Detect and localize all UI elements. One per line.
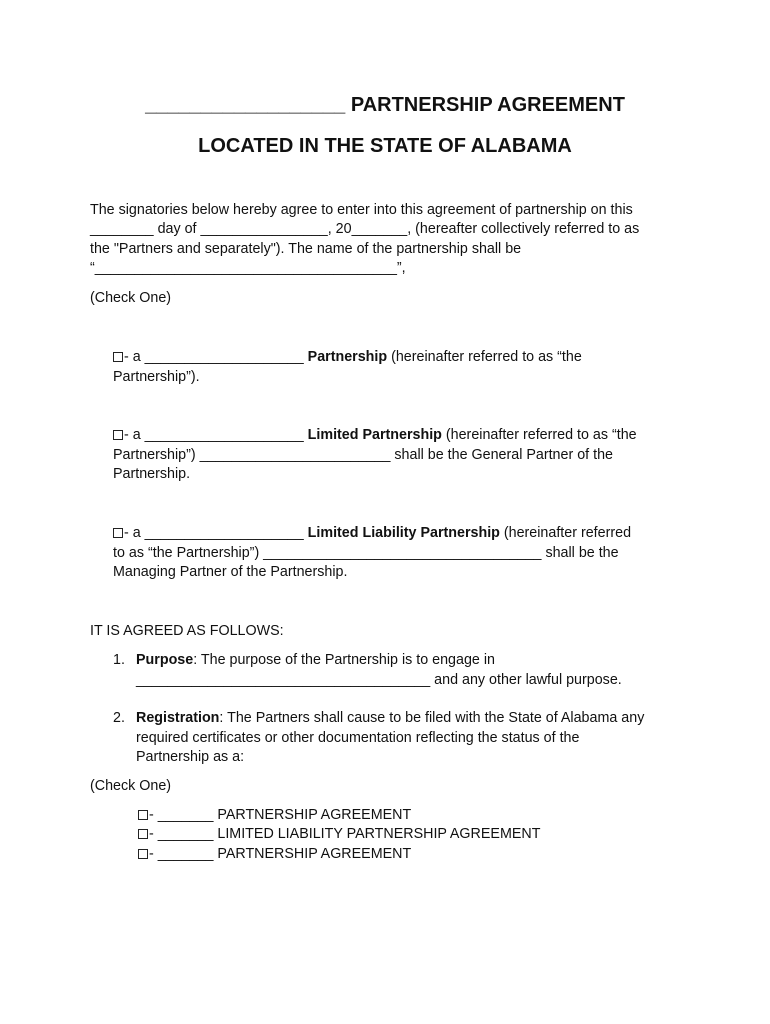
agreed-heading: IT IS AGREED AS FOLLOWS: [90,623,284,639]
document-subtitle: LOCATED IN THE STATE OF ALABAMA [198,135,572,157]
option-text: (hereinafter referred to as “the [441,427,637,443]
reg-option-partnership [138,806,411,825]
registration-line-1 [136,709,644,728]
intro-line-3: the "Partners and separately"). The name of the partnership shall be [90,241,522,257]
document-title: __________________ PARTNERSHIP AGREEMENT [145,94,625,116]
option-type-label: Limited Liability Partnership [307,525,500,541]
option-llp [113,524,631,543]
option-text: - a ____________________ [124,427,308,443]
option-type-label: Limited Partnership [307,427,442,443]
partnership-checkbox[interactable] [113,352,123,362]
option-llp-line-3: Managing Partner of the Partnership. [113,564,348,580]
option-text: - a ____________________ [124,349,308,365]
intro-line-2: ________ day of ________________, 20_______, (hereafter collectively referred to as [90,221,640,237]
option-limited-partnership [113,426,637,445]
reg-option-text: - _______ LIMITED LIABILITY PARTNERSHIP AGREEMENT [149,826,541,842]
registration-line-2: required certificates or other documentation reflecting the status of the [136,730,580,746]
option-limited-partnership-line-3: Partnership. [113,466,191,482]
check-one-label: (Check One) [90,290,172,306]
option-type-label: Partnership [307,349,388,365]
intro-line-4: “______________________________________”, [90,260,406,276]
reg-llp-checkbox[interactable] [138,829,148,839]
option-partnership-line-2: Partnership”). [113,369,200,385]
item-number: 1. [113,652,125,668]
purpose-line-1 [136,651,495,670]
option-text: (hereinafter referred to as “the [387,349,582,365]
reg-partnership-2-checkbox[interactable] [138,849,148,859]
purpose-line-2: _____________________________________ and any other lawful purpose. [136,672,622,688]
registration-text: : The Partners shall cause to be filed with the State of Alabama any [219,710,645,726]
option-text: (hereinafter referred [499,525,632,541]
reg-partnership-checkbox[interactable] [138,810,148,820]
reg-option-text: - _______ PARTNERSHIP AGREEMENT [149,807,412,823]
option-limited-partnership-line-2: Partnership”) ________________________ shall be the General Partner of the [113,447,613,463]
reg-option-partnership-2 [138,845,411,864]
option-text: - a ____________________ [124,525,308,541]
reg-option-text: - _______ PARTNERSHIP AGREEMENT [149,846,412,862]
purpose-text: : The purpose of the Partnership is to engage in [193,652,495,668]
registration-line-3: Partnership as a: [136,749,245,765]
check-one-label-2: (Check One) [90,778,172,794]
option-llp-line-2: to as “the Partnership”) ___________________________________ shall be the [113,545,619,561]
purpose-label: Purpose [136,652,194,668]
option-partnership [113,348,582,367]
limited-partnership-checkbox[interactable] [113,430,123,440]
intro-line-1: The signatories below hereby agree to enter into this agreement of partnership on this [90,202,633,218]
reg-option-llp [138,825,540,844]
item-number: 2. [113,710,125,726]
llp-checkbox[interactable] [113,528,123,538]
registration-label: Registration [136,710,220,726]
